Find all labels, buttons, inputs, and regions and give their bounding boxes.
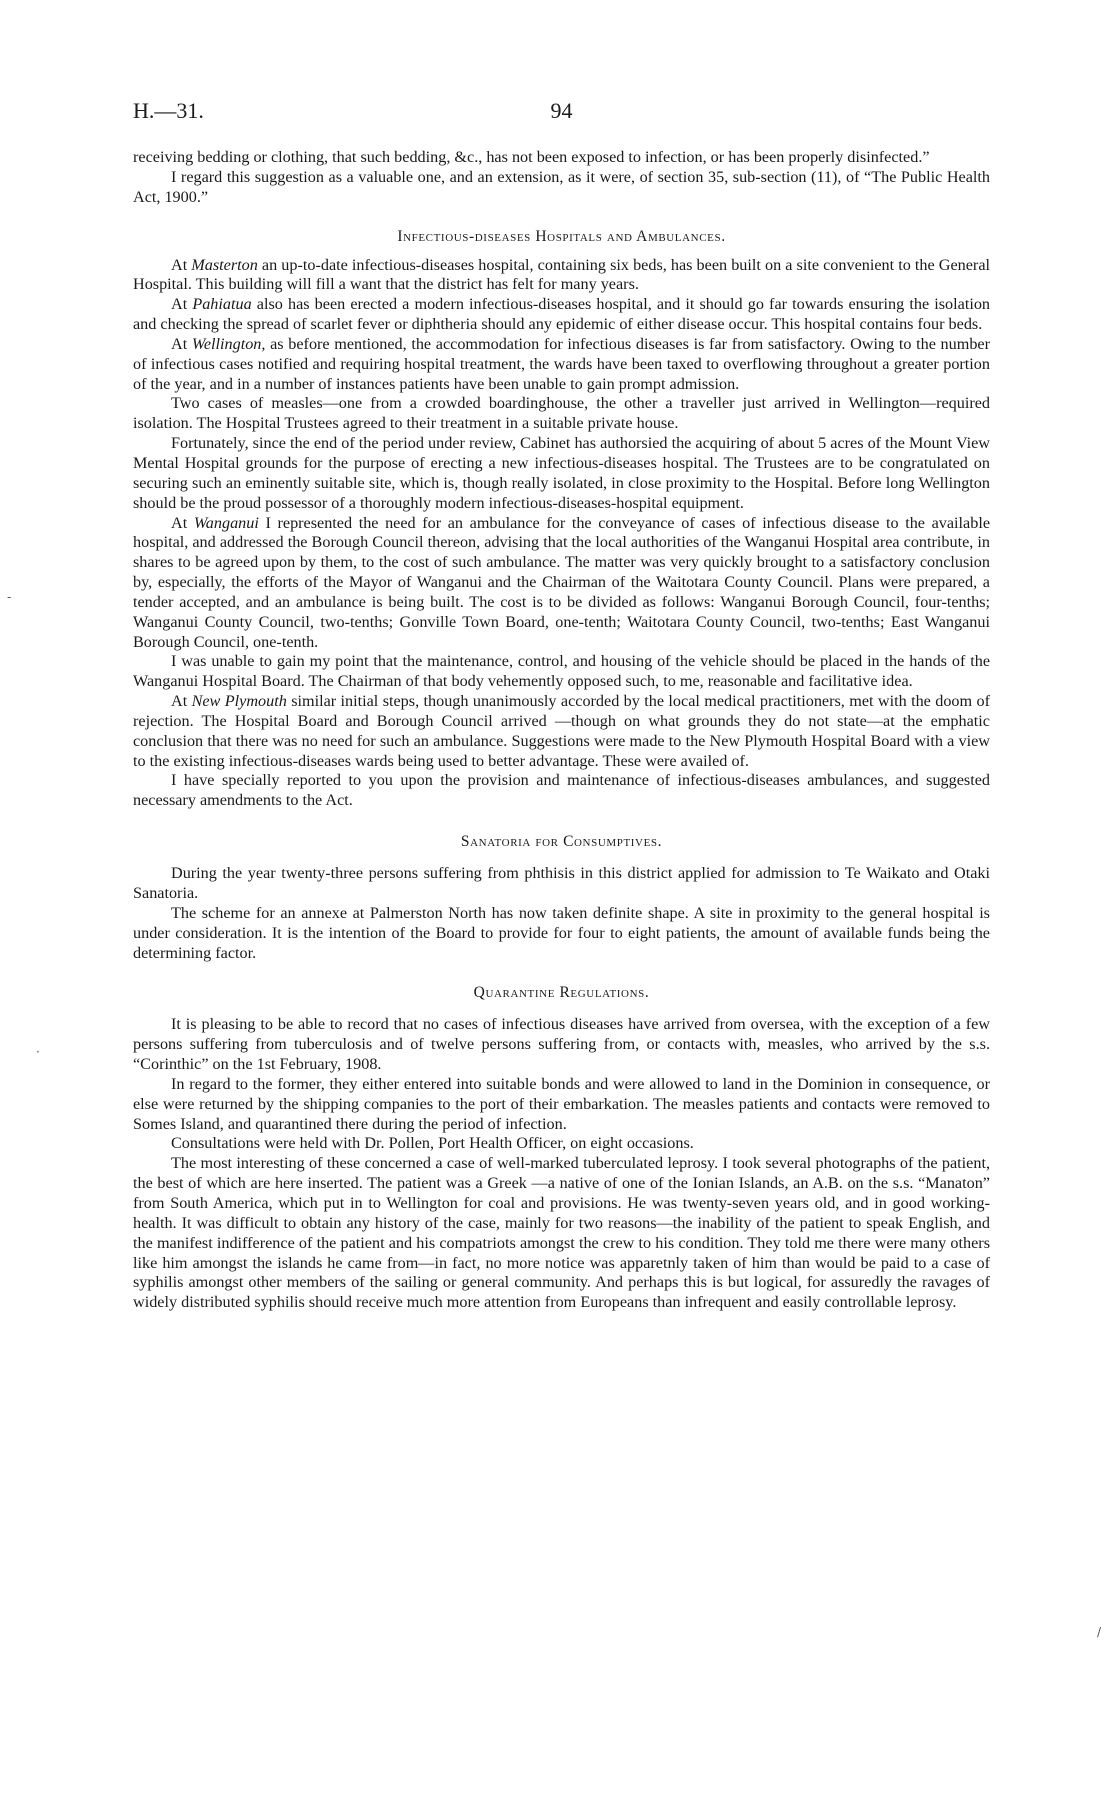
place-name: Masterton: [191, 255, 258, 274]
paragraph-lead: At: [171, 295, 193, 314]
paragraph-palmerston-north: The scheme for an annexe at Palmerston North has now taken definite shape. A site in proximity to the general hospital is under consideration. It is the intention of the Board to provide for four to eight patients, the amount of available funds being the determining factor.: [133, 903, 990, 962]
paragraph-text: also has been erected a modern infectious-diseases hospital, and it should go far towards ensuring the isolation and checking the spread of scarlet fever or diphtheria should any epidemic of either disease occur. This hospital contains four beds.: [133, 295, 991, 334]
paragraph-pahiatua: [133, 295, 990, 335]
paragraph-lead: At: [171, 692, 192, 711]
place-name: Pahiatua: [192, 295, 252, 314]
paragraph-consultations: Consultations were held with Dr. Pollen, Port Health Officer, on eight occasions.: [171, 1134, 694, 1153]
margin-tick-mark: /: [1097, 1625, 1102, 1639]
paragraph-lead: At: [171, 255, 192, 274]
paragraph-section-35: I regard this suggestion as a valuable one, and an extension, as it were, of section 35, sub-section (11), of “The Public Health Act, 1900.”: [133, 167, 990, 206]
paragraph-oversea-cases: It is pleasing to be able to record that no cases of infectious diseases have arrived from oversea, with the exception of a few persons suffering from tuberculosis and of twelve persons suffering from, or contacts with, measles, who arrived by the s.s. “Corinthic” on the 1st February, 1908.: [133, 1015, 990, 1074]
place-name: New Plymouth: [191, 692, 287, 711]
paragraph-continuation: receiving bedding or clothing, that such bedding, &c., has not been exposed to infection, or has been properly disinfected.”: [133, 148, 930, 166]
page-number: 94: [550, 98, 573, 123]
report-reference: H.—31.: [133, 98, 204, 123]
paragraph-text: an up-to-date infectious-diseases hospital, containing six beds, has been built on a site convenient to the General Hospital. This building will fill a want that the district has felt for many years.: [133, 255, 990, 294]
paragraph-lead: At: [171, 513, 194, 532]
paragraph-hospital-board: I was unable to gain my point that the maintenance, control, and housing of the vehicle should be placed in the hands of the Wanganui Hospital Board. The Chairman of that body vehemently opposed such, to me, reasonable and facilitative idea.: [133, 652, 990, 691]
section-heading-sanatoria: Sanatoria for Consumptives.: [460, 833, 663, 851]
paragraph-new-plymouth: [133, 692, 990, 771]
page-header: [133, 98, 990, 128]
paragraph-measles: Two cases of measles—one from a crowded boardinghouse, the other a traveller just arrived in Wellington—required isolation. The Hospital Trustees agreed to their treatment in a suitable private house.: [133, 394, 990, 433]
section-heading-quarantine: Quarantine Regulations.: [473, 984, 650, 1002]
paragraph-lead: At: [171, 334, 192, 353]
section-heading-infectious-hospitals: Infectious-diseases Hospitals and Ambulances.: [397, 227, 726, 245]
paragraph-phthisis: During the year twenty-three persons suffering from phthisis in this district applied for admission to Te Waikato and Otaki Sanatoria.: [133, 864, 990, 902]
paragraph-mount-view: Fortunately, since the end of the period under review, Cabinet has authorsied the acquiring of about 5 acres of the Mount View Mental Hospital grounds for the purpose of erecting a new infectious-diseases hospital. The Trustees are to be congratulated on securing such an eminently suitable site, which is, though really isolated, in close proximity to the Hospital. Before long Wellington should be the proud possessor of a thoroughly modern infectious-diseases-hospital equipment.: [133, 434, 990, 512]
paragraph-text: I represented the need for an ambulance for the conveyance of cases of infectious disease to the available hospital, and addressed the Borough Council thereon, advising that the local authorities of the Wanganui Hospital area contribute, in shares to be agreed upon by them, to the cost of such ambulance. The matter was very quickly brought to a satisfactory conclusion by, especially, the efforts of the Mayor of Wanganui and the Chairman of the Waitotara County Council. Plans were prepared, a tender accepted, and an ambulance is being built. The cost is to be divided as follows: Wanganui Borough Council, four-tenths; Wanganui County Council, two-tenths; Gonville Town Board, one-tenth; Waitotara County Council, two-tenths; East Wanganui Borough Council, one-tenth.: [133, 513, 991, 651]
margin-dash-mark: -: [7, 590, 12, 604]
place-name: Wanganui: [193, 513, 259, 532]
place-name: Wellington,: [191, 334, 266, 353]
paragraph-wellington: [133, 335, 990, 395]
paragraph-text: similar initial steps, though unanimously accorded by the local medical practitioners, met with the doom of rejection. The Hospital Board and Borough Council arrived —though on what grounds they do not state—at the emphatic conclusion that there was no need for such an ambulance. Suggestions were made to the New Plymouth Hospital Board with a view to the existing infectious-diseases wards being used to better advantage. These were availed of.: [133, 692, 990, 770]
paragraph-leprosy-case: The most interesting of these concerned a case of well-marked tuberculated leprosy. I took several photographs of the patient, the best of which are here inserted. The patient was a Greek —a native of one of the Ionian Islands, an A.B. on the s.s. “Manaton” from South America, which put in to Wellington for coal and provisions. He was twenty-seven years old, and in good working-health. It was difficult to obtain any history of the case, mainly for two reasons—the inability of the patient to speak English, and the manifest indifference of the patient and his compatriots amongst the crew to his condition. They told me there were many others like him amongst the islands he came from—in fact, no more notice was apparetnly taken of him than would be paid to a case of syphilis amongst other members of the sailing or general community. And perhaps this is but logical, for assuredly the ravages of widely distributed syphilis should receive much more attention from Europeans than infrequent and easily controllable leprosy.: [133, 1154, 990, 1312]
margin-dot-mark: ·: [36, 1045, 40, 1059]
paragraph-ambulance-report: I have specially reported to you upon the provision and maintenance of infectious-diseases ambulances, and suggested necessary amendments to the Act.: [133, 771, 990, 810]
document-body: [133, 148, 990, 1313]
paragraph-wanganui: [133, 514, 990, 653]
paragraph-masterton: [133, 256, 990, 296]
paragraph-text: as before mentioned, the accommodation for infectious diseases is far from satisfactory. Owing to the number of infectious cases notified and requiring hospital treatment, the wards have been taxed to overflowing throughout a greater portion of the year, and in a number of instances patients have been unable to gain prompt admission.: [133, 334, 990, 393]
paragraph-bonds: In regard to the former, they either entered into suitable bonds and were allowed to land in the Dominion in consequence, or else were returned by the shipping companies to the port of their embarkation. The measles patients and contacts were removed to Somes Island, and quarantined there during the period of infection.: [133, 1074, 990, 1133]
